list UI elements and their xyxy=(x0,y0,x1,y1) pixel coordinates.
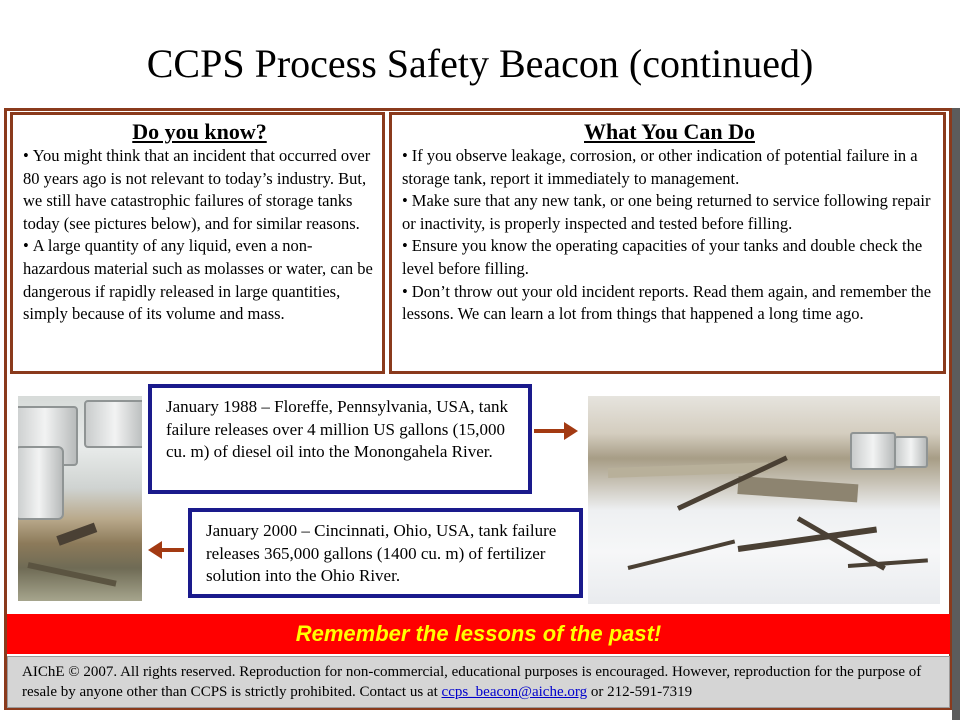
debris-shape xyxy=(56,523,97,546)
right-arrow-icon xyxy=(534,429,566,433)
tank-shape xyxy=(84,400,142,448)
cincinnati-incident-callout: January 2000 – Cincinnati, Ohio, USA, tank failure releases 365,000 gallons (1400 cu. m) of fertilizer solution into the Ohio River. xyxy=(188,508,583,598)
list-item: • Make sure that any new tank, or one being returned to service following repair or inactivity, is properly inspected and tested before filling. xyxy=(402,191,931,233)
do-you-know-heading: Do you know? xyxy=(132,119,267,144)
debris-shape xyxy=(628,539,736,569)
list-item: • A large quantity of any liquid, even a non-hazardous material such as molasses or water, can be dangerous if rapidly released in large quantities, simply because of its volume and mass. xyxy=(23,236,373,324)
copyright-footer xyxy=(7,656,950,708)
tank-shape xyxy=(850,432,896,470)
debris-shape xyxy=(737,476,858,502)
what-you-can-do-list xyxy=(402,145,937,326)
what-you-can-do-heading: What You Can Do xyxy=(584,119,755,144)
list-item: • You might think that an incident that occurred over 80 years ago is not relevant to today’s industry. But, we still have catastrophic failures of storage tanks today (see pictures below), and for similar reasons. xyxy=(23,146,371,233)
contact-email-link[interactable]: ccps_beacon@aiche.org xyxy=(441,684,588,700)
footer-phone: or 212-591-7319 xyxy=(587,684,693,700)
left-arrow-icon xyxy=(160,548,184,552)
floreffe-incident-callout: January 1988 – Floreffe, Pennsylvania, USA, tank failure releases over 4 million US gallons (15,000 cu. m) of diesel oil into the Monongahela River. xyxy=(148,384,532,494)
list-item: • Don’t throw out your old incident reports. Read them again, and remember the lessons. We can learn a lot from things that happened a long time ago. xyxy=(402,281,932,324)
slide-edge-shadow xyxy=(952,108,960,720)
list-item: • If you observe leakage, corrosion, or other indication of potential failure in a storage tank, report it immediately to management. xyxy=(402,146,918,188)
do-you-know-list xyxy=(23,145,376,326)
slide-title: CCPS Process Safety Beacon (continued) xyxy=(146,41,814,86)
debris-shape xyxy=(738,527,877,552)
do-you-know-panel xyxy=(10,112,385,374)
footer-text: AIChE © 2007. All rights reserved. Reproduction for non-commercial, educational purposes is encouraged. However, reproduction for the purpose of resale by anyone other than CCPS is strictly prohibited. Contact us at xyxy=(22,664,922,700)
debris-shape xyxy=(848,558,928,568)
floreffe-tank-photo xyxy=(588,396,940,604)
debris-shape xyxy=(27,562,116,587)
list-item: • Ensure you know the operating capacities of your tanks and double check the level before filling. xyxy=(402,236,923,278)
lessons-banner: Remember the lessons of the past! xyxy=(7,614,950,654)
cincinnati-tank-photo xyxy=(18,396,142,601)
tank-shape xyxy=(18,446,64,520)
tank-shape xyxy=(894,436,928,468)
what-you-can-do-panel xyxy=(389,112,946,374)
